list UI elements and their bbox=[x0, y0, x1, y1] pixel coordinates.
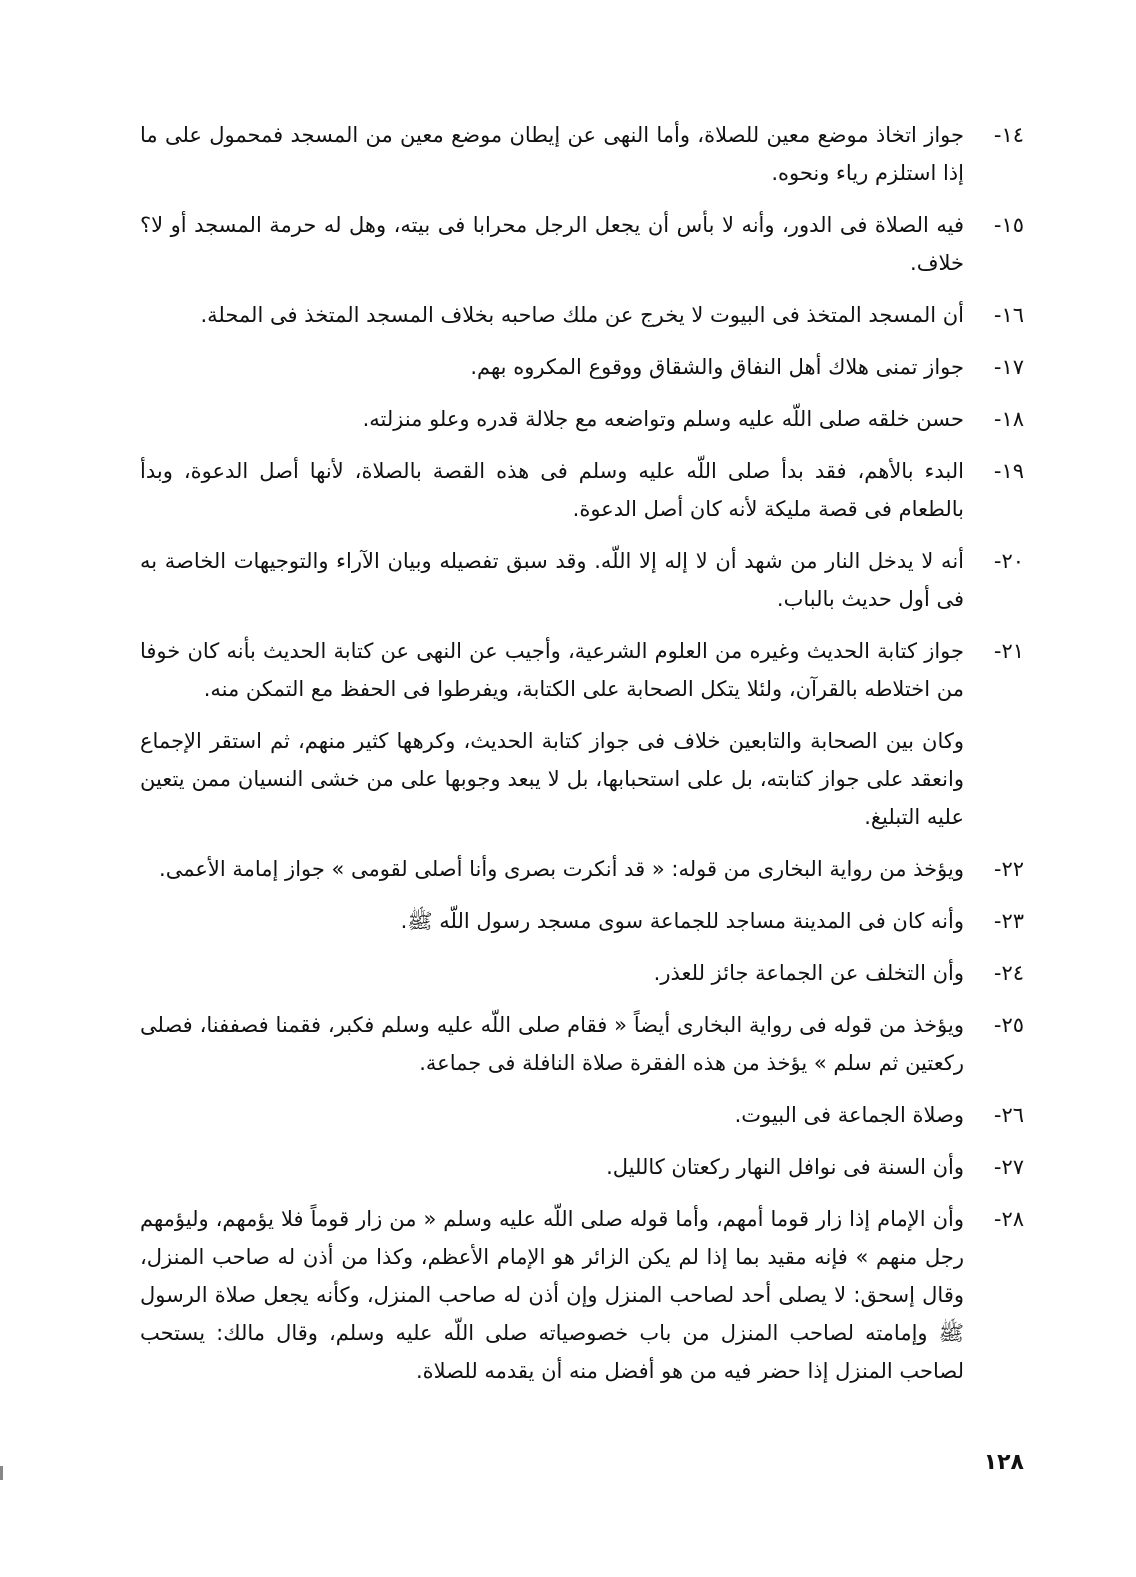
list-item bbox=[140, 116, 1024, 192]
item-text: البدء بالأهم، فقد بدأ صلى اللّه عليه وسلم فى هذه القصة بالصلاة، لأنها أصل الدعوة، وبدأ بالطعام فى قصة مليكة لأنه كان أصل الدعوة. bbox=[140, 459, 964, 521]
item-text: وأن الإمام إذا زار قوما أمهم، وأما قوله صلى اللّه عليه وسلم « من زار قوماً فلا يؤمهم، وليؤمهم رجل منهم » فإنه مقيد بما إذا لم يكن الزائر هو الإمام الأعظم، وكذا من أذن له صاحب المنزل، وقال إسحق: لا يصلى أحد لصاحب المنزل وإن أذن له صاحب المنزل، وكأنه يجعل صلاة الرسول ﷺ وإمامته لصاحب المنزل من باب خصوصياته صلى اللّه عليه وسلم، وقال مالك: يستحب لصاحب المنزل إذا حضر فيه من هو أفضل منه أن يقدمه للصلاة. bbox=[140, 1207, 964, 1383]
item-number: ٢٨- bbox=[993, 1207, 1024, 1231]
list-item bbox=[140, 400, 1024, 438]
item-number: ١٦- bbox=[993, 303, 1024, 327]
list-item bbox=[140, 206, 1024, 282]
item-number: ١٥- bbox=[993, 213, 1024, 237]
item-text: أنه لا يدخل النار من شهد أن لا إله إلا اللّه. وقد سبق تفصيله وبيان الآراء والتوجيهات الخاصة به فى أول حديث بالباب. bbox=[140, 549, 964, 611]
list-item bbox=[140, 850, 1024, 888]
item-number: ٢٦- bbox=[993, 1103, 1024, 1127]
list-item bbox=[140, 902, 1024, 940]
item-number: ٢٧- bbox=[993, 1155, 1024, 1179]
list-item bbox=[140, 348, 1024, 386]
list-item bbox=[140, 632, 1024, 708]
scan-edge-mark bbox=[0, 1466, 3, 1480]
list-item bbox=[140, 1200, 1024, 1390]
body-paragraph: وكان بين الصحابة والتابعين خلاف فى جواز كتابة الحديث، وكرهها كثير منهم، ثم استقر الإجماع وانعقد على جواز كتابته، بل على استحبابها، بل لا يبعد وجوبها على من خشى النسيان ممن يتعين عليه التبليغ. bbox=[140, 729, 964, 829]
item-text: ويؤخذ من قوله فى رواية البخارى أيضاً « فقام صلى اللّه عليه وسلم فكبر، فقمنا فصففنا، فصلى ركعتين ثم سلم » يؤخذ من هذه الفقرة صلاة النافلة فى جماعة. bbox=[140, 1013, 964, 1075]
item-number: ١٧- bbox=[993, 355, 1024, 379]
list-item bbox=[140, 452, 1024, 528]
item-text: وأن السنة فى نوافل النهار ركعتان كالليل. bbox=[606, 1155, 964, 1179]
item-text: جواز تمنى هلاك أهل النفاق والشقاق ووقوع المكروه بهم. bbox=[470, 355, 964, 379]
item-number: ٢٢- bbox=[993, 857, 1024, 881]
list-item bbox=[140, 1006, 1024, 1082]
page-body bbox=[140, 116, 1024, 1404]
item-text: أن المسجد المتخذ فى البيوت لا يخرج عن ملك صاحبه بخلاف المسجد المتخذ فى المحلة. bbox=[200, 303, 964, 327]
item-text: ويؤخذ من رواية البخارى من قوله: « قد أنكرت بصرى وأنا أصلى لقومى » جواز إمامة الأعمى. bbox=[159, 857, 964, 881]
list-item bbox=[140, 296, 1024, 334]
page-number: ١٢٨ bbox=[983, 1450, 1024, 1475]
list-item bbox=[140, 1148, 1024, 1186]
item-number: ٢٣- bbox=[993, 909, 1024, 933]
item-number: ٢٠- bbox=[993, 549, 1024, 573]
item-number: ١٨- bbox=[993, 407, 1024, 431]
item-text: وصلاة الجماعة فى البيوت. bbox=[734, 1103, 964, 1127]
item-number: ٢٤- bbox=[993, 961, 1024, 985]
item-number: ١٤- bbox=[993, 123, 1024, 147]
item-text: جواز اتخاذ موضع معين للصلاة، وأما النهى عن إيطان موضع معين من المسجد فمحمول على ما إذا استلزم رياء ونحوه. bbox=[140, 123, 964, 185]
item-text: وأن التخلف عن الجماعة جائز للعذر. bbox=[653, 961, 964, 985]
item-text: جواز كتابة الحديث وغيره من العلوم الشرعية، وأجيب عن النهى عن كتابة الحديث بأنه كان خوفا من اختلاطه بالقرآن، ولئلا يتكل الصحابة على الكتابة، ويفرطوا فى الحفظ مع التمكن منه. bbox=[140, 639, 964, 701]
item-number: ١٩- bbox=[993, 459, 1024, 483]
item-text: وأنه كان فى المدينة مساجد للجماعة سوى مسجد رسول اللّه ﷺ. bbox=[400, 909, 964, 933]
list-item bbox=[140, 954, 1024, 992]
item-number: ٢١- bbox=[993, 639, 1024, 663]
item-text: فيه الصلاة فى الدور، وأنه لا بأس أن يجعل الرجل محرابا فى بيته، وهل له حرمة المسجد أو لا؟ خلاف. bbox=[140, 213, 964, 275]
list-item bbox=[140, 542, 1024, 618]
list-item bbox=[140, 1096, 1024, 1134]
item-number: ٢٥- bbox=[993, 1013, 1024, 1037]
item-text: حسن خلقه صلى اللّه عليه وسلم وتواضعه مع جلالة قدره وعلو منزلته. bbox=[362, 407, 964, 431]
